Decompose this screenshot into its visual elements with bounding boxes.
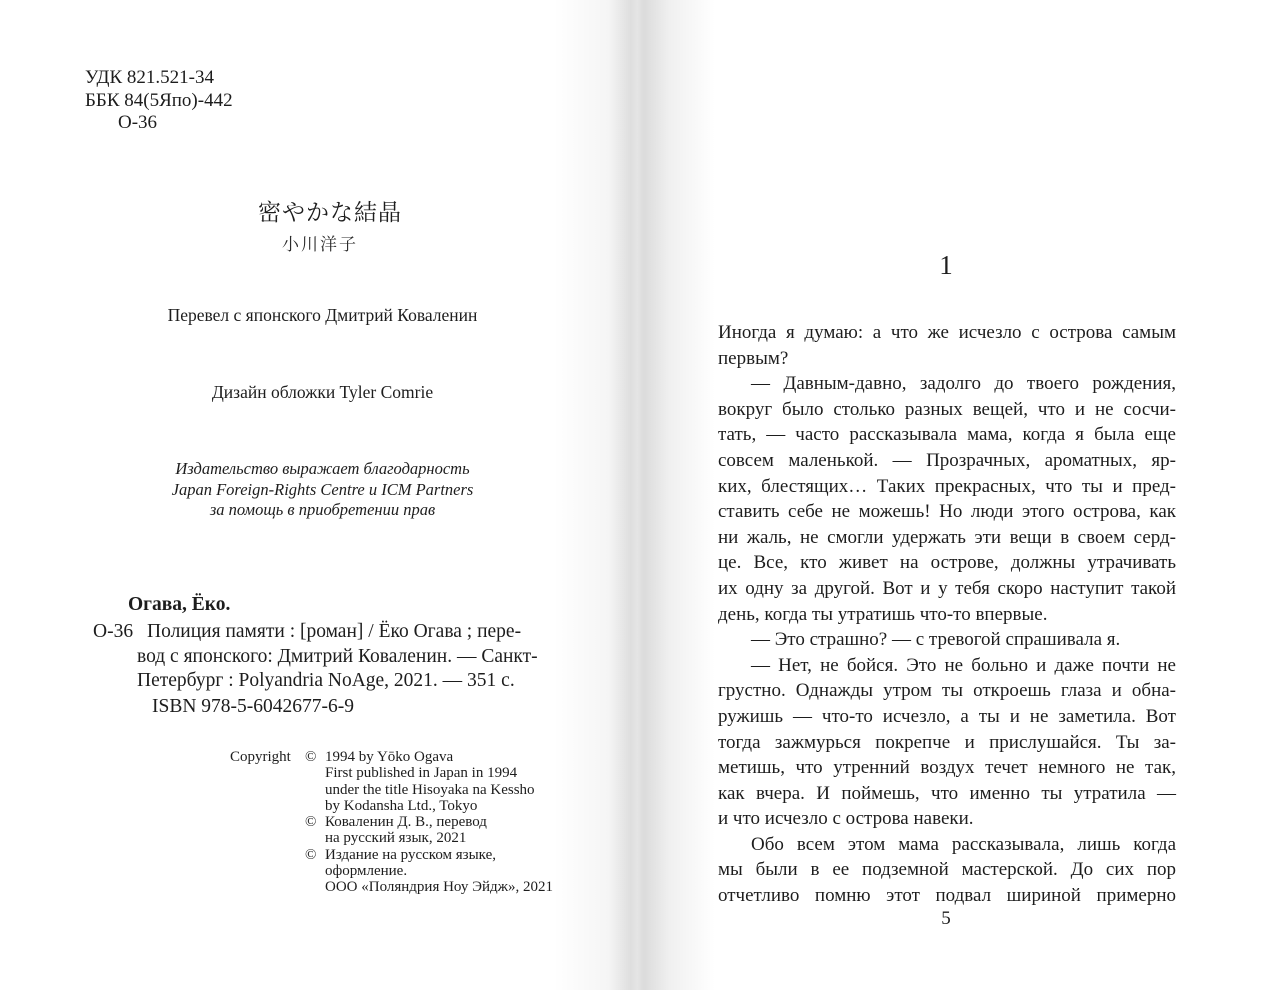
isbn-line: ISBN 978-5-6042677-6-9 [152,695,355,717]
acknowledgement-block [80,459,565,521]
spine-gutter-shadow [553,0,715,990]
copyright-block [230,749,553,896]
copyright-label [230,814,305,830]
copyright-symbol [305,863,325,879]
acknowledgement-line: за помощь в приобретении прав [209,500,436,520]
copyright-text: ООО «Поляндрия Ноу Эйдж», 2021 [325,879,554,896]
body-text-column [718,320,1176,909]
body-text-line: — Это страшно? — с тревогой спрашивала я. [751,629,1121,651]
copyright-label: Copyright [230,749,291,765]
copyright-label [230,765,305,781]
body-text-line: отчетливо помню этот подвал шириной примерно [718,885,1176,907]
body-text-line: их одну за другой. Вот и у тебя скоро наступит такой [718,577,1176,599]
copyright-symbol: © [305,846,317,863]
body-text-line: ставить себе не можешь! Но люди этого острова, как [718,501,1176,523]
copyright-line [230,798,553,814]
copyright-label [230,782,305,798]
copyright-text: Коваленин Д. В., перевод [325,814,487,831]
body-text-line: день, когда ты утратишь что-то впервые. [718,603,1048,625]
body-text-line: совсем маленькой. — Прозрачных, ароматных, яр- [718,449,1176,471]
copyright-label [230,847,305,863]
catalog-card-code: О-36 [93,621,134,642]
copyright-text: under the title Hisoyaka na Kessho [325,781,535,798]
body-text-line: мы были в ее подземной мастерской. До сих пор [718,859,1176,881]
copyright-text: 1994 by Yōko Ogava [325,749,454,765]
copyright-text: оформление. [325,863,408,880]
original-japanese-author: 小川洋子 [282,235,358,254]
body-text-line: — Давным-давно, задолго до твоего рождения, [751,373,1176,395]
copyright-symbol: © [305,749,317,765]
body-text-line: тогда зажмурься покрепче и прислушайся. Ты за- [718,731,1176,753]
copyright-line [230,847,553,863]
copyright-symbol [305,879,325,895]
body-text-line: ружишь — что-то исчезло, а ты и не заметила. Вот [718,705,1176,727]
body-text-line: Обо всем этом мама рассказывала, лишь когда [751,833,1176,855]
copyright-symbol [305,798,325,814]
body-text-line: грустно. Однажды утром ты откроешь глаза и обна- [718,680,1176,702]
copyright-line [230,830,553,846]
body-text-line: ких, блестящих… Таких прекрасных, что ты и пред- [718,475,1176,497]
copyright-symbol [305,765,325,781]
copyright-symbol [305,830,325,846]
copyright-line [230,814,553,830]
copyright-label [230,879,305,895]
catalog-card-text: вод с японского: Дмитрий Коваленин. — Санкт- [137,645,538,667]
catalog-card-author: Огава, Ёко. [128,594,231,615]
body-text-line: и что исчезло с острова навеки. [718,808,974,830]
author-sign-line: О-36 [118,112,158,133]
catalog-card-block [93,620,593,719]
copyright-text: на русский язык, 2021 [325,830,467,847]
body-text-line: — Нет, не бойся. Это не больно и даже почти не [751,654,1176,676]
copyright-text: by Kodansha Ltd., Tokyo [325,797,478,814]
body-text-line: первым? [718,347,789,369]
acknowledgement-line: Japan Foreign-Rights Centre и ICM Partners [171,479,474,499]
chapter-number: 1 [939,250,953,280]
catalog-card-text: Полиция памяти : [роман] / Ёко Огава ; пере- [147,621,522,642]
classification-block [85,67,233,135]
copyright-line [230,782,553,798]
copyright-line [230,863,553,879]
bbk-line: ББК 84(5Япо)-442 [85,89,233,111]
copyright-symbol [305,782,325,798]
acknowledgement-line: Издательство выражает благодарность [175,459,470,478]
catalog-card-text: Петербург : Polyandria NoAge, 2021. — 351 с. [137,670,515,691]
copyright-line [230,749,553,765]
body-text-line: Иногда я думаю: а что же исчезло с острова самым [718,322,1176,343]
copyright-symbol: © [305,814,317,831]
page-number: 5 [941,908,951,929]
copyright-text: First published in Japan in 1994 [325,765,518,782]
body-text-line: вокруг было столько разных вещей, что и не сосчи- [718,398,1176,420]
original-japanese-title: 密やかな結晶 [258,200,402,225]
body-text-line: це. Все, кто живет на острове, должны утрачивать [718,552,1176,574]
copyright-text: Издание на русском языке, [325,846,496,863]
catalog-card-first-line [93,620,593,645]
body-text-line: метишь, что утренний воздух течет немного не так, [718,757,1176,779]
udk-line: УДК 821.521-34 [85,67,214,88]
cover-design-credit: Дизайн обложки Tyler Comrie [211,382,434,402]
copyright-line [230,765,553,781]
translator-credit: Перевел с японского Дмитрий Коваленин [167,305,478,325]
body-text-line: ни жаль, не смогли удержать эти вещи в своем серд- [718,526,1176,548]
body-text-line: тать, — часто рассказывала мама, когда я была еще [718,424,1176,446]
copyright-label [230,830,305,846]
copyright-line [230,879,553,895]
copyright-label [230,863,305,879]
body-text-line: как вчера. И поймешь, что именно ты утратила — [718,782,1176,804]
copyright-label [230,798,305,814]
